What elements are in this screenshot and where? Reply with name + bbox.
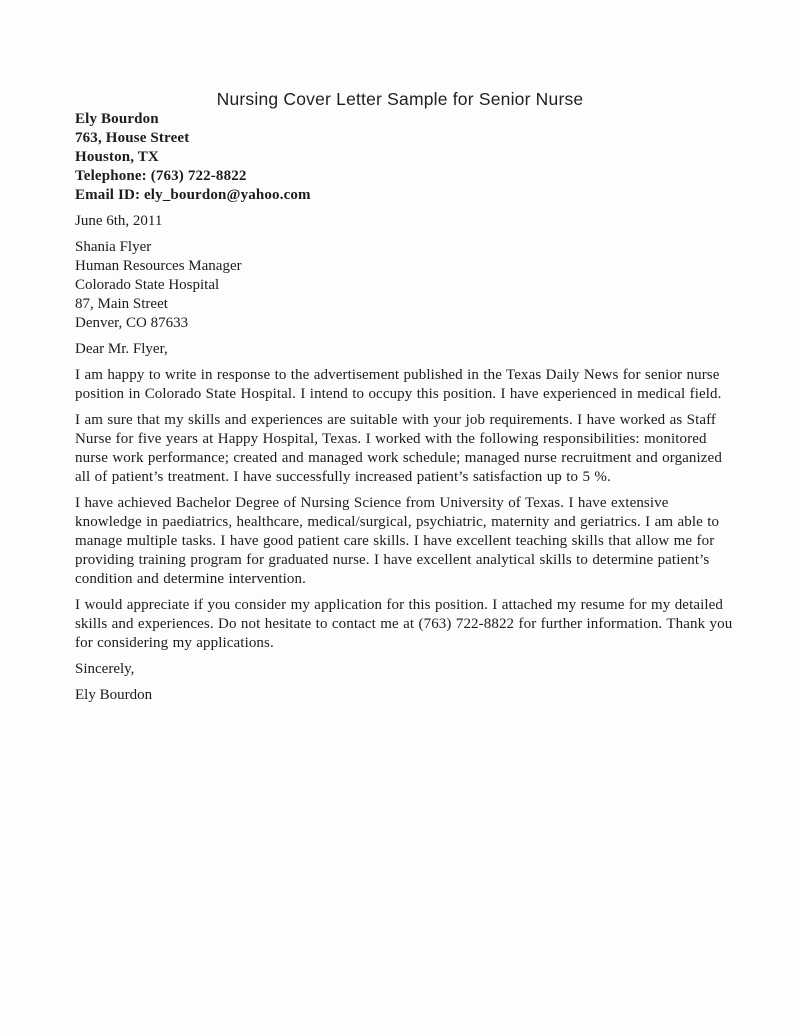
paragraph-call-to-action: I would appreciate if you consider my application for this position. I attached my resume for my detailed skills and experiences. Do not hesitate to contact me at (763) 722-8822 for further information. Thank you for considering my applications.: [75, 597, 733, 651]
recipient-address-block: [75, 238, 735, 333]
recipient-name: Shania Flyer: [75, 239, 152, 255]
paragraph-experience: I am sure that my skills and experiences are suitable with your job requirements. I have worked as Staff Nurse for five years at Happy Hospital, Texas. I worked with the following responsibilities: monitored nurse work performance; created and managed work schedule; managed nurse recruitment and organized all of patient’s treatment. I have successfully increased patient’s satisfaction up to 5 %.: [75, 412, 722, 485]
salutation: Dear Mr. Flyer,: [75, 341, 168, 357]
letter-body: [0, 110, 800, 705]
letter-date: June 6th, 2011: [75, 213, 163, 229]
paragraph-education-skills: I have achieved Bachelor Degree of Nursing Science from University of Texas. I have extensive knowledge in paediatrics, healthcare, medical/surgical, psychiatric, maternity and geriatrics. I am able to manage multiple tasks. I have good patient care skills. I have excellent teaching skills that allow me for providing training program for graduated nurse. I have excellent analytical skills to determine patient’s condition and determine intervention.: [75, 495, 720, 587]
sender-telephone: Telephone: (763) 722-8822: [75, 168, 247, 184]
recipient-street: 87, Main Street: [75, 296, 168, 312]
recipient-city: Denver, CO 87633: [75, 315, 189, 331]
sender-city: Houston, TX: [75, 149, 159, 165]
page-title: Nursing Cover Letter Sample for Senior Nurse: [216, 89, 584, 109]
sender-name: Ely Bourdon: [75, 111, 159, 127]
signature-name: Ely Bourdon: [75, 687, 153, 703]
recipient-organization: Colorado State Hospital: [75, 277, 220, 293]
sender-address-block: [75, 110, 735, 205]
recipient-job-title: Human Resources Manager: [75, 258, 242, 274]
paragraph-intro: I am happy to write in response to the advertisement published in the Texas Daily News for senior nurse position in Colorado State Hospital. I intend to occupy this position. I have experienced in medical field.: [75, 367, 722, 402]
closing: Sincerely,: [75, 661, 135, 677]
sender-street: 763, House Street: [75, 130, 190, 146]
sender-email: Email ID: ely_bourdon@yahoo.com: [75, 187, 311, 203]
